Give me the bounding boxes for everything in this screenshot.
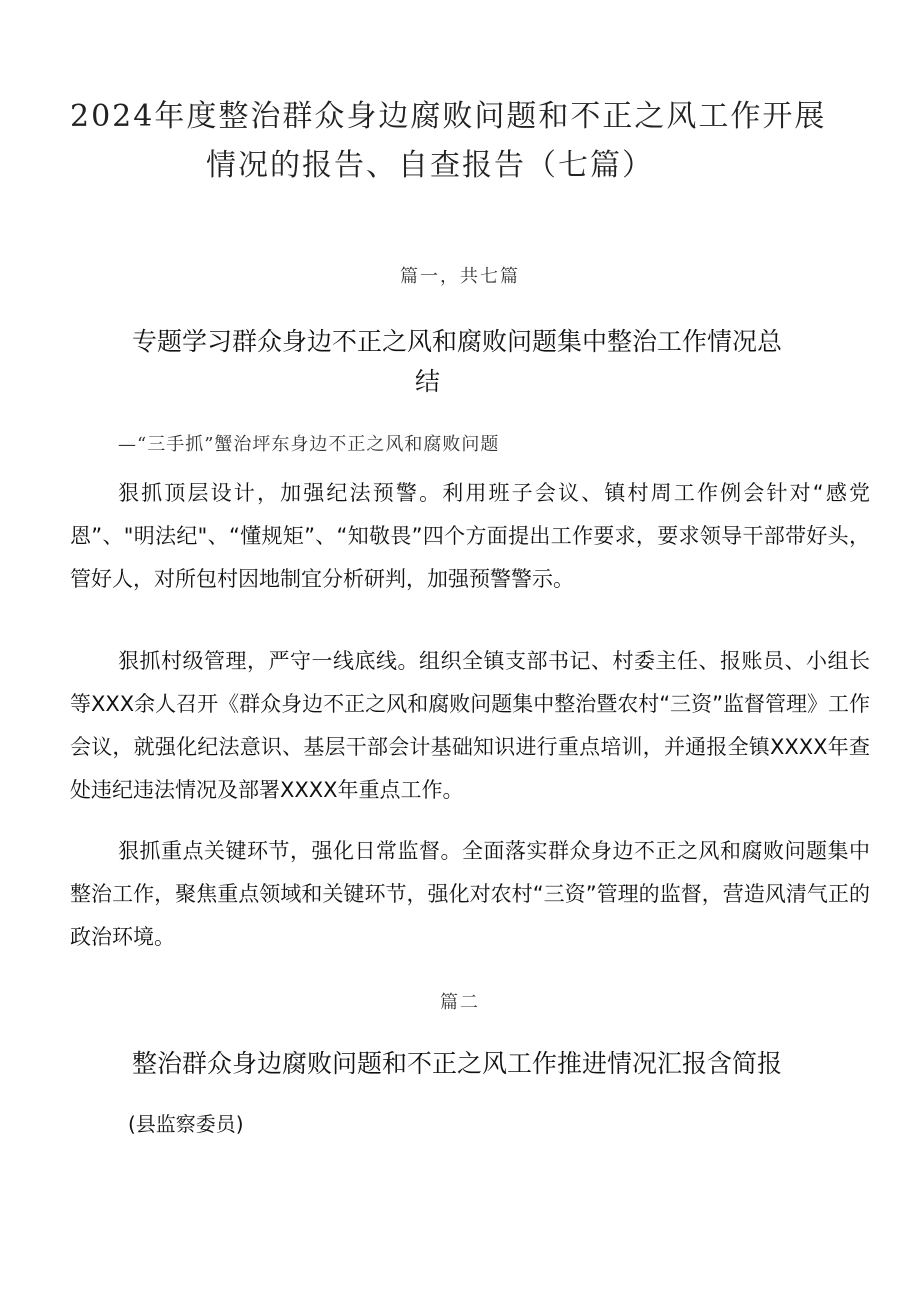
part2-label: 篇二 (440, 992, 480, 1013)
part1-paragraph-2: 狠抓村级管理，严守一线底线。组织全镇支部书记、村委主任、报账员、小组长等XXX余人召开《群众身边不正之风和腐败问题集中整治暨农村“三资”监督管理》工作会议，就强化纪法意识、基层干部会计基础知识进行重点培训，并通报全镇XXXX年查处违纪违法情况及部署XXXX年重点工作。 (70, 649, 870, 802)
part2-source: (县监察委员) (128, 1112, 244, 1136)
part1-paragraph-3: 狠抓重点关键环节，强化日常监督。全面落实群众身边不正之风和腐败问题集中整治工作，聚焦重点领域和关键环节，强化对农村“三资”管理的监督，营造风清气正的政治环境。 (70, 839, 870, 949)
part1-paragraph-1: 狠抓顶层设计，加强纪法预警。利用班子会议、镇村周工作例会针对“感党恩”、"明法纪"、“懂规矩”、“知敬畏”四个方面提出工作要求，要求领导干部带好头，管好人，对所包村因地制宜分析研判，加强预警警示。 (70, 481, 870, 591)
document-title (70, 92, 860, 190)
part1-label: 篇一，共七篇 (400, 266, 520, 287)
document-title-line1: 2024年度整治群众身边腐败问题和不正之风工作开展 (70, 99, 827, 134)
part1-heading-line1: 专题学习群众身边不正之风和腐败问题集中整治工作情况总 (132, 327, 783, 356)
document-title-line2: 情况的报告、自查报告（七篇） (206, 148, 654, 183)
part1-heading-line2: 结 (415, 367, 441, 396)
part1-subtitle: —“三手抓”蟹治坪东身边不正之风和腐败问题 (118, 434, 500, 455)
part1-heading (132, 322, 872, 402)
part2-heading: 整治群众身边腐败问题和不正之风工作推进情况汇报含简报 (132, 1049, 783, 1078)
